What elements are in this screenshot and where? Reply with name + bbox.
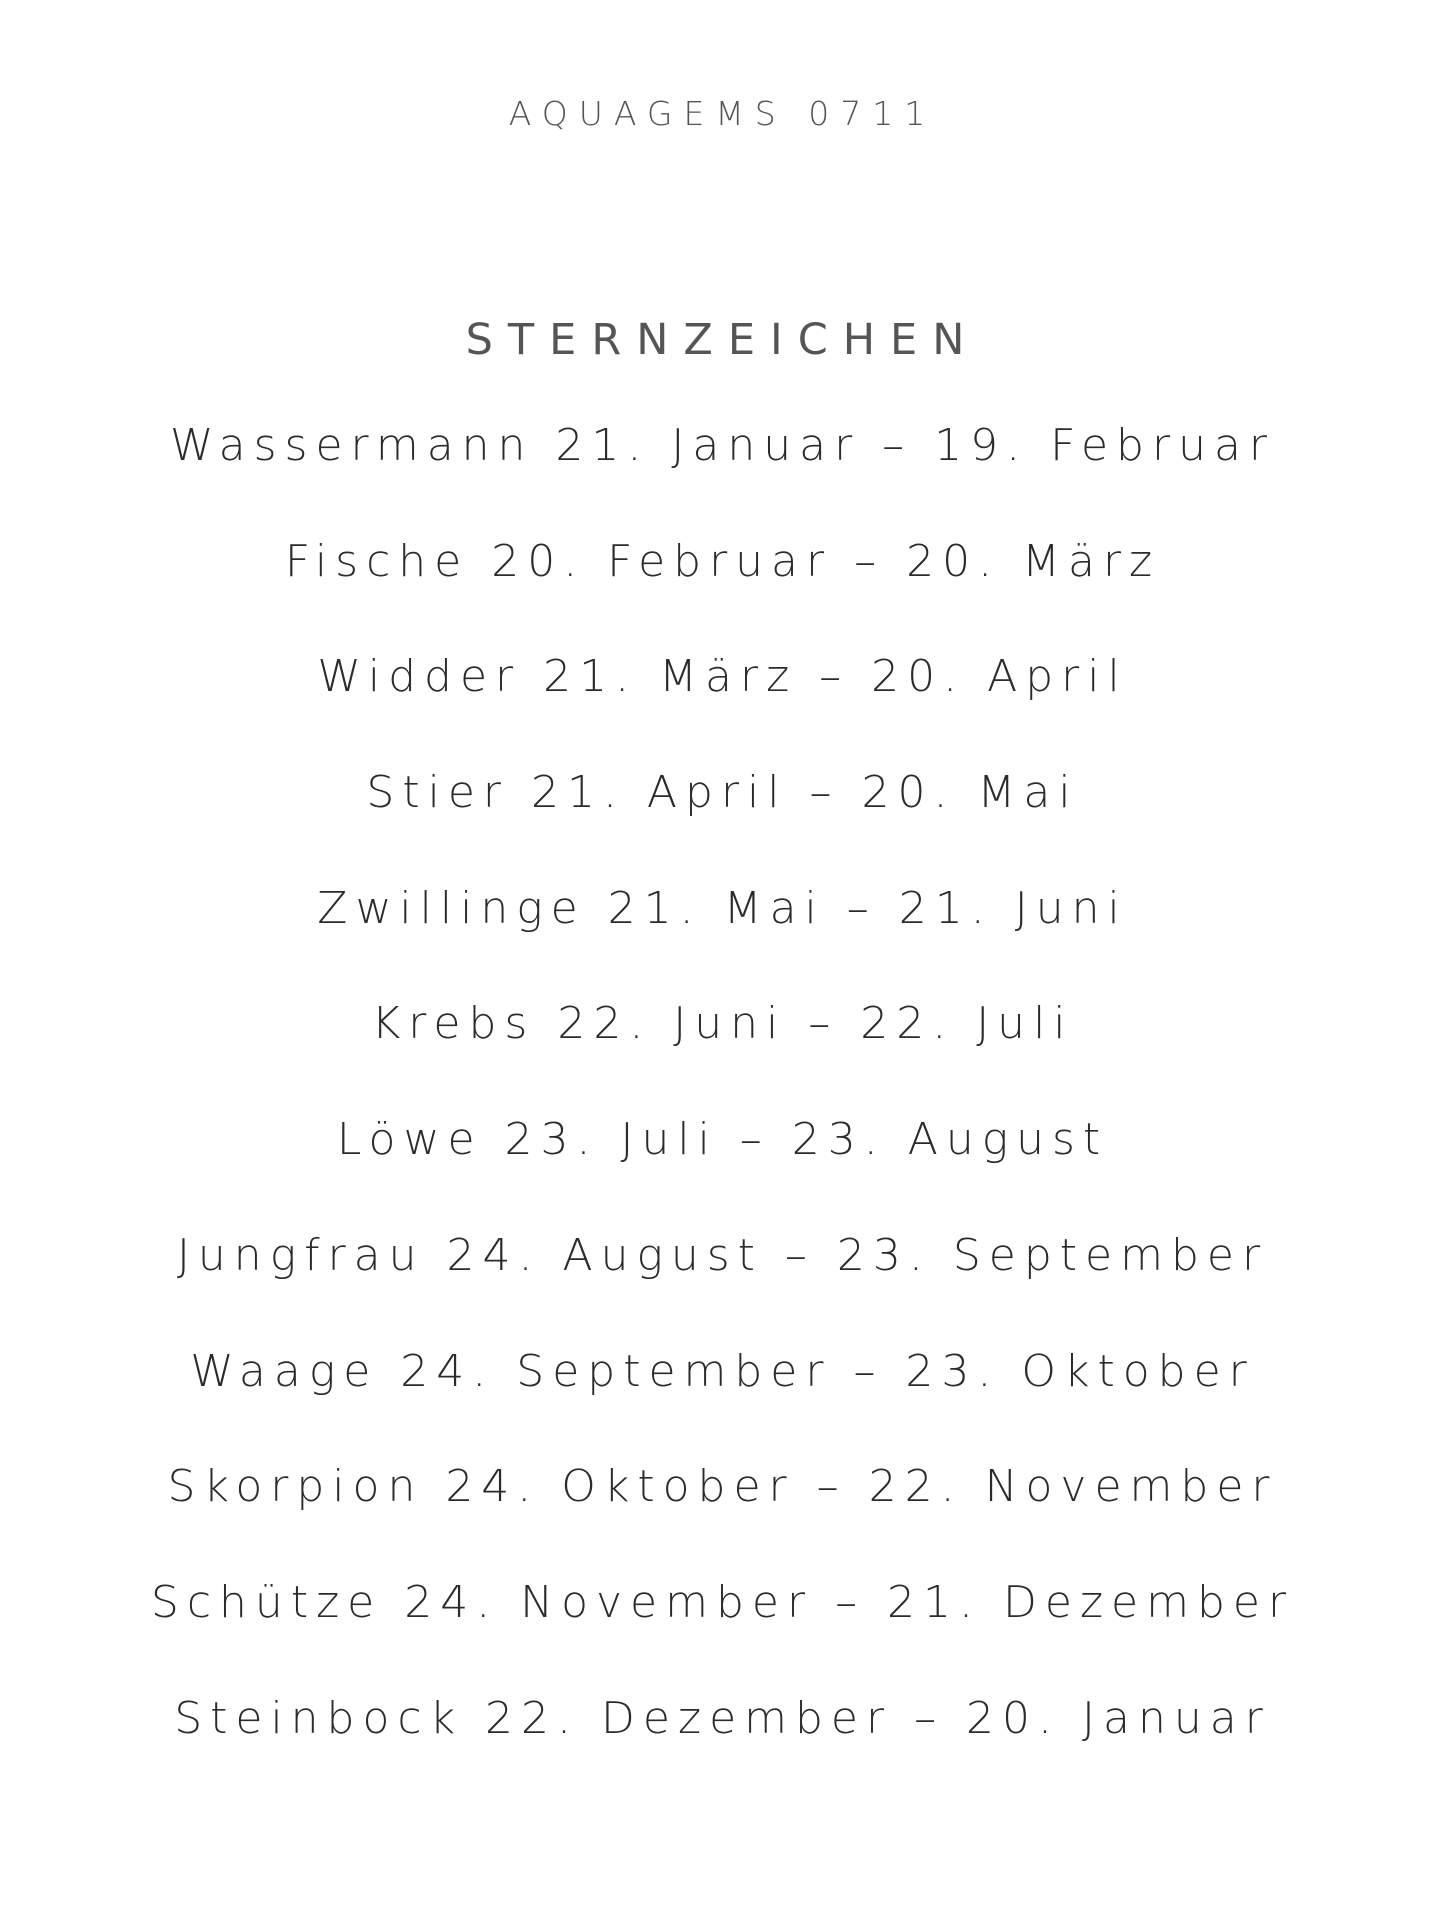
zodiac-row-jungfrau: Jungfrau 24. August – 23. September	[176, 1229, 1269, 1281]
zodiac-row-stier: Stier 21. April – 20. Mai	[366, 767, 1079, 819]
zodiac-row-widder: Widder 21. März – 20. April	[317, 651, 1128, 703]
zodiac-row-steinbock: Steinbock 22. Dezember – 20. Januar	[174, 1692, 1271, 1744]
zodiac-row-loewe: Löwe 23. Juli – 23. August	[336, 1114, 1109, 1166]
zodiac-list	[0, 414, 1445, 1802]
page-title: STERNZEICHEN	[465, 315, 980, 365]
zodiac-row-krebs: Krebs 22. Juni – 22. Juli	[371, 998, 1074, 1050]
zodiac-row-waage: Waage 24. September – 23. Oktober	[190, 1345, 1255, 1397]
zodiac-row-schuetze: Schütze 24. November – 21. Dezember	[150, 1576, 1295, 1628]
zodiac-row-fische: Fische 20. Februar – 20. März	[284, 535, 1161, 587]
zodiac-row-skorpion: Skorpion 24. Oktober – 22. November	[167, 1461, 1278, 1513]
brand-name: AQUAGEMS 0711	[508, 94, 937, 133]
zodiac-row-zwillinge: Zwillinge 21. Mai – 21. Juni	[317, 882, 1128, 934]
zodiac-row-wassermann: Wassermann 21. Januar – 19. Februar	[169, 420, 1276, 471]
